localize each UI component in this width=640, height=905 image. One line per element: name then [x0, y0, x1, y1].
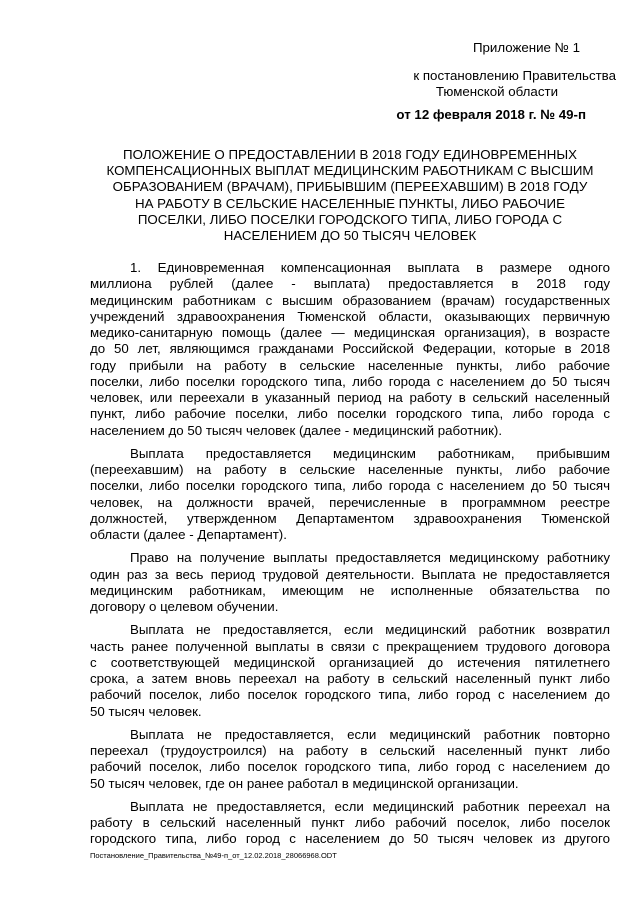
title-line: КОМПЕНСАЦИОННЫХ ВЫПЛАТ МЕДИЦИНСКИМ РАБОТНИКАМ С ВЫСШИМ [106, 163, 594, 179]
text-line: человек, на должности врачей, перечисленные в программном реестре [90, 494, 610, 510]
appendix-title: Приложение № 1 [472, 40, 580, 55]
text-line: с соответствующей медицинской организацией до истечения пятилетнего [90, 654, 610, 670]
text-line: населением до 50 тысяч человек (далее - медицинский работник). [90, 422, 503, 438]
text-line: срока, а затем вновь переехал на работу в сельский населенный пункт либо [90, 671, 610, 686]
text-line: должностей, утвержденном Департаментом здравоохранения Тюменской [90, 510, 610, 526]
paragraph [90, 622, 610, 720]
text-line: области (далее - Департамент). [90, 527, 287, 542]
text-line: 50 тысяч человек, где он ранее работал в медицинской организации. [90, 775, 519, 791]
text-line: 50 тысяч человек. [90, 703, 202, 719]
text-line: Выплата предоставляется медицинским работникам, прибывшим [130, 445, 610, 461]
paragraph [90, 727, 610, 792]
text-line: 1. Единовременная компенсационная выплата в размере одного [130, 260, 610, 275]
text-line: учреждений здравоохранения Тюменской области, оказывающих первичную [90, 308, 610, 324]
document-title [90, 147, 610, 244]
paragraph [90, 550, 610, 615]
text-line: рабочий поселок, либо поселок городского типа, либо город с населением до [90, 759, 610, 775]
text-line: Право на получение выплаты предоставляется медицинскому работнику [130, 550, 610, 566]
text-line: работу в сельский населенный пункт либо рабочий поселок, либо поселок [90, 815, 610, 830]
text-line: один раз за весь период трудовой деятельности. Выплата не предоставляется [90, 566, 610, 582]
appendix-date: от 12 февраля 2018 г. № 49-п [396, 107, 586, 122]
document-body [90, 260, 610, 855]
text-line: Выплата не предоставляется, если медицинский работник переехал на [130, 798, 610, 814]
text-line: пункт, либо рабочие поселки, либо поселки городского типа, либо города с [90, 406, 610, 422]
appendix-region: Тюменской области [435, 84, 558, 99]
text-line: часть ранее полученной выплаты в связи с прекращением трудового договора [90, 638, 610, 654]
paragraph [90, 260, 610, 439]
appendix-reference: к постановлению Правительства [413, 68, 616, 83]
text-line: до 50 лет, являющимся гражданами Российской Федерации, которые в 2018 [90, 341, 610, 357]
text-line: медицинским работникам, имеющим не исполненные обязательства по [90, 582, 610, 598]
title-line: ОБРАЗОВАНИЕМ (ВРАЧАМ), ПРИБЫВШИМ (ПЕРЕЕХАВШИМ) В 2018 ГОДУ [112, 179, 588, 195]
text-line: медико-санитарную помощь (далее — медицинская организация), в возрасте [90, 325, 610, 340]
document-footer-filename: Постановление_Правительства_№49-п_от_12.02.2018_28066968.ODT [90, 851, 337, 860]
title-line: ПОСЕЛКИ, ЛИБО ПОСЕЛКИ ГОРОДСКОГО ТИПА, ЛИБО ГОРОДА С [137, 211, 563, 227]
text-line: Выплата не предоставляется, если медицинский работник возвратил [130, 622, 610, 638]
text-line: рабочий поселок, либо поселок городского типа, либо город с населением до [90, 687, 610, 703]
text-line: договору о целевом обучении. [90, 599, 279, 614]
text-line: Выплата не предоставляется, если медицинский работник повторно [130, 726, 610, 742]
text-line: (переехавшим) на работу в сельские населенные пункты, либо рабочие [90, 462, 610, 477]
text-line: поселки, либо поселки городского типа, либо города с населением до 50 тысяч [90, 373, 610, 389]
paragraph [90, 799, 610, 848]
text-line: медицинским работникам с высшим образованием (врачам) государственных [90, 292, 610, 308]
text-line: миллиона рублей (далее - выплата) предоставляется в 2018 году [90, 276, 610, 292]
title-line: НАСЕЛЕНИЕМ ДО 50 ТЫСЯЧ ЧЕЛОВЕК [223, 228, 477, 244]
text-line: поселки, либо поселки городского типа, либо города с населением до 50 тысяч [90, 478, 610, 494]
paragraph [90, 446, 610, 544]
title-line: ПОЛОЖЕНИЕ О ПРЕДОСТАВЛЕНИИ В 2018 ГОДУ ЕДИНОВРЕМЕННЫХ [123, 147, 577, 162]
title-line: НА РАБОТУ В СЕЛЬСКИЕ НАСЕЛЕННЫЕ ПУНКТЫ, ЛИБО РАБОЧИЕ [135, 195, 565, 211]
text-line: переехал (трудоустроился) на работу в сельский населенный пункт либо [90, 743, 610, 758]
text-line: человек, или переехали в указанный период на работу в сельский населенный [90, 390, 610, 405]
text-line: городского типа, либо город с населением до 50 тысяч человек из другого [90, 831, 610, 847]
text-line: году прибыли на работу в сельские населенные пункты, либо рабочие [90, 357, 610, 373]
